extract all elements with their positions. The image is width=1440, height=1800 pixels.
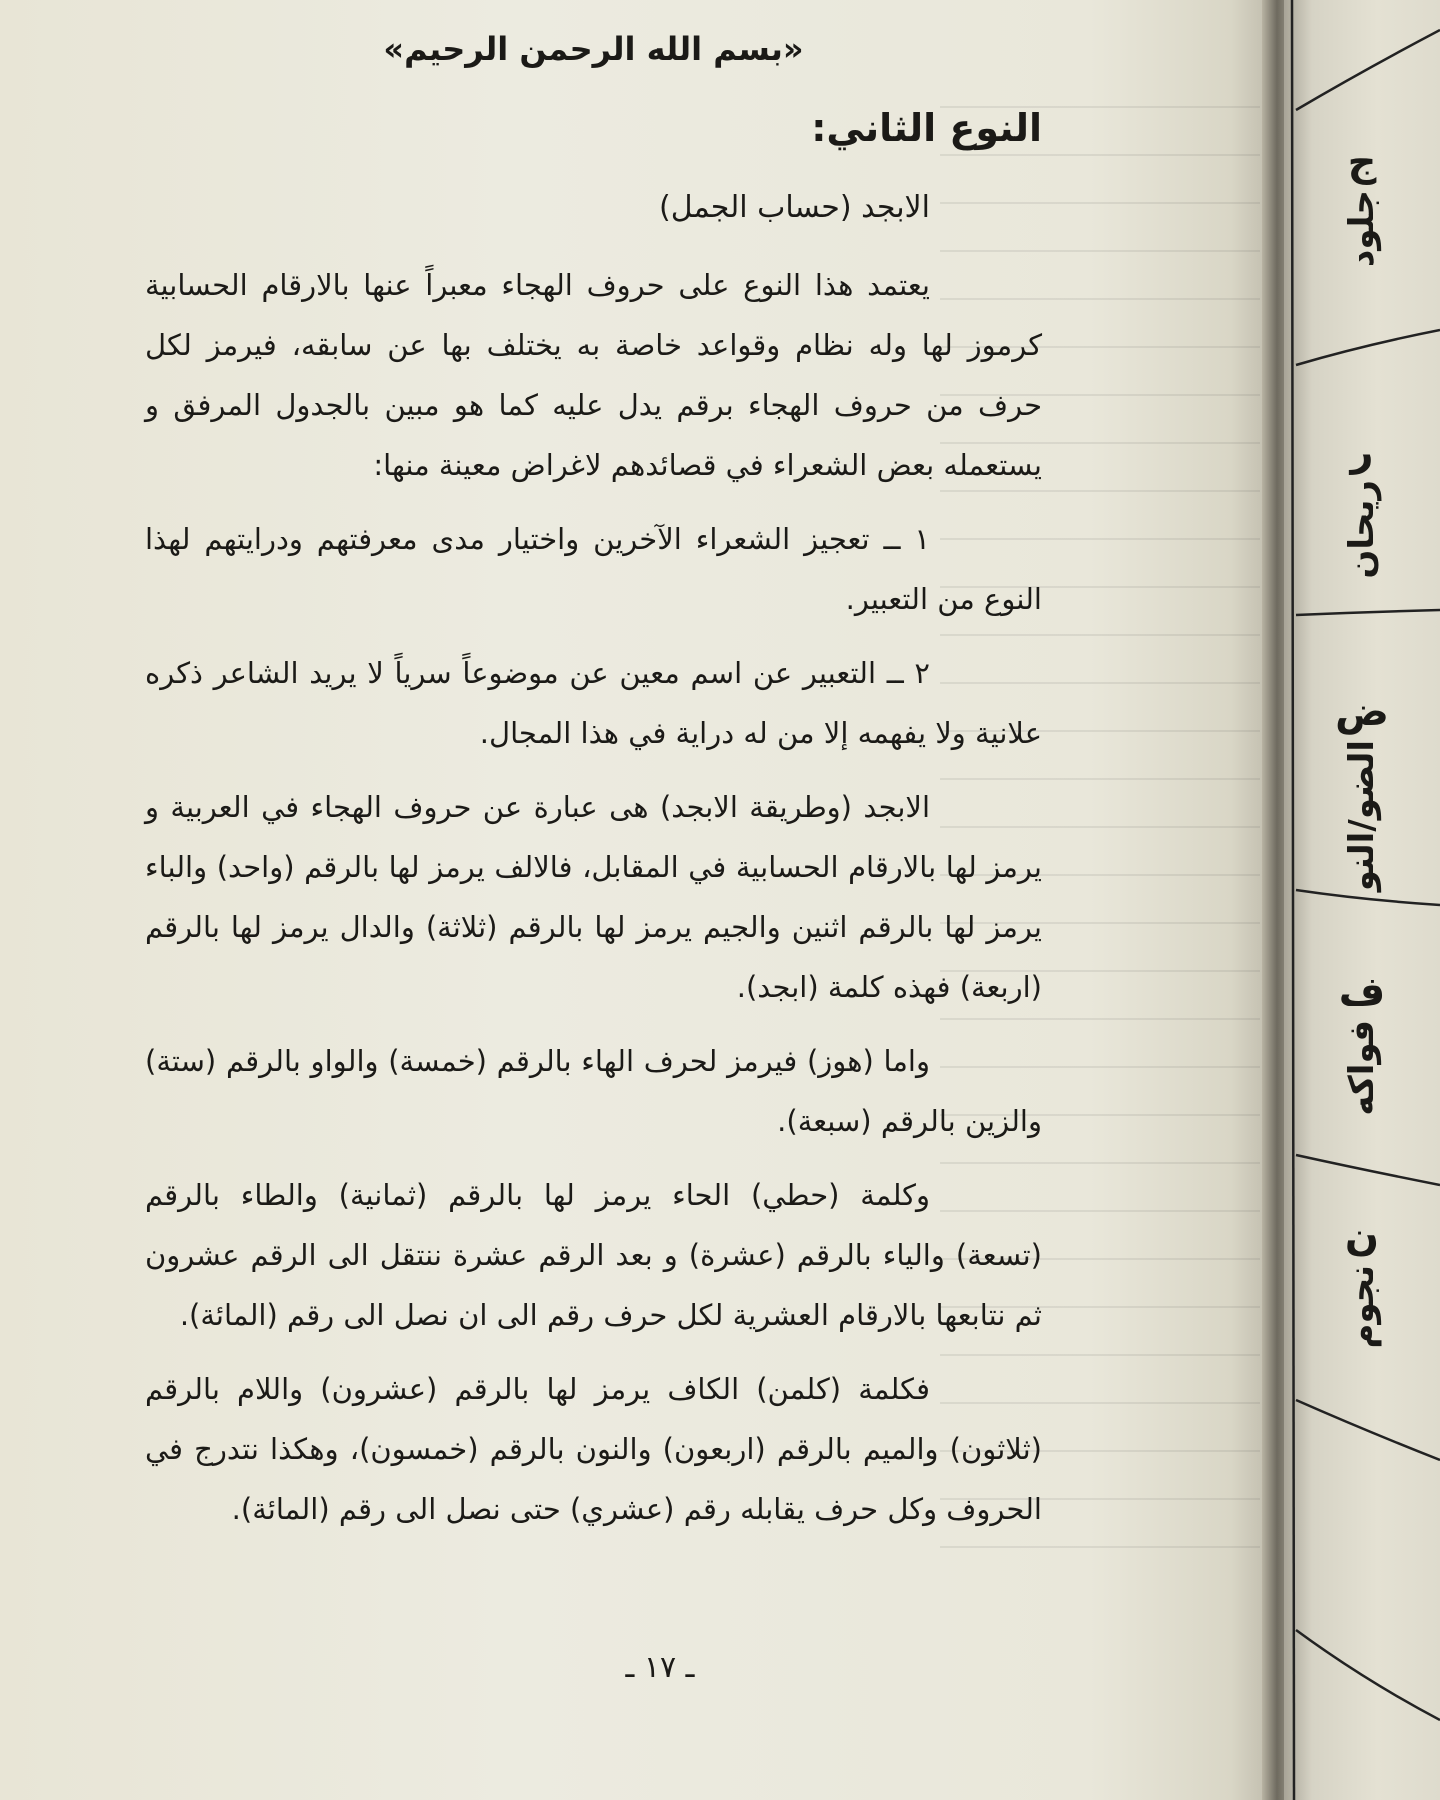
table-word: فواكه [1342, 1020, 1382, 1116]
table-letter: ر [1350, 429, 1374, 475]
list-item-1: ١ ــ تعجيز الشعراء الآخرين واختيار مدى معرفتهم ودرايتهم لهذا النوع من التعبير. [145, 522, 1042, 616]
table-letter: ف [1338, 969, 1386, 1015]
basmala: «بسم الله الرحمن الرحيم» [383, 30, 804, 68]
table-row [1284, 970, 1440, 1120]
section-subheading: الابجد (حساب الجمل) [659, 190, 930, 225]
paragraph-abjad: الابجد (وطريقة الابجد) هى عبارة عن حروف الهجاء في العربية و يرمز لها بالارقام الحسابية في المقابل، فالالف يرمز لها بالرقم (واحد) والباء يرمز لها بالرقم اثنين والجيم يرمز لها بالرقم (ثلاثة) والدال يرمز لها بالرقم (اربعة) فهذه كلمة (ابجد). [145, 790, 1042, 1004]
paragraph-intro: يعتمد هذا النوع على حروف الهجاء معبراً عنها بالارقام الحسابية كرموز لها وله نظام وقواعد خاصة به يختلف بها عن سابقه، فيرمز لكل حرف من حروف الهجاء برقم يدل عليه كما هو مبين بالجدول المرفق و يستعمله بعض الشعراء في قصائدهم لاغراض معينة منها: [145, 268, 1042, 482]
table-word: ريحان [1342, 480, 1382, 579]
paragraph-hawaz: واما (هوز) فيرمز لحرف الهاء بالرقم (خمسة) والواو بالرقم (ستة) والزين بالرقم (سبعة). [145, 1044, 1042, 1138]
table-row [1284, 430, 1440, 583]
page-number: ـ ١٧ ـ [625, 1650, 695, 1685]
table-letter: ن [1344, 1214, 1380, 1260]
table-row [1284, 690, 1440, 895]
table-letter: ج [1347, 139, 1377, 185]
table-letter: ض [1335, 689, 1389, 735]
paragraph-hutti: وكلمة (حطي) الحاء يرمز لها بالرقم (ثمانية) والطاء بالرقم (تسعة) والياء بالرقم (عشرة) و بعد الرقم عشرة ننتقل الى الرقم عشرون ثم نتابعها بالارقام العشرية لكل حرف رقم الى ان نصل الى رقم (المائة). [145, 1178, 1042, 1332]
section-heading: النوع الثاني: [811, 106, 1042, 150]
table-word: جلود [1342, 190, 1382, 268]
table-row [1284, 140, 1440, 271]
list-item-2: ٢ ــ التعبير عن اسم معين عن موضوعاً سرياً لا يريد الشاعر ذكره علانية ولا يفهمه إلا من له دراية في هذا المجال. [145, 656, 1042, 750]
paragraph-kalaman: فكلمة (كلمن) الكاف يرمز لها بالرقم (عشرون) واللام بالرقم (ثلاثون) والميم بالرقم (اربعون) والنون بالرقم (خمسون)، وهكذا نتدرج في الحروف وكل حرف يقابله رقم (عشري) حتى نصل الى رقم (المائة). [145, 1372, 1042, 1526]
page-text-block [145, 30, 1042, 1553]
table-word: الضو/النو [1342, 740, 1382, 892]
table-word: نجوم [1342, 1265, 1382, 1349]
table-row [1284, 1215, 1440, 1353]
right-page [1284, 0, 1440, 1800]
